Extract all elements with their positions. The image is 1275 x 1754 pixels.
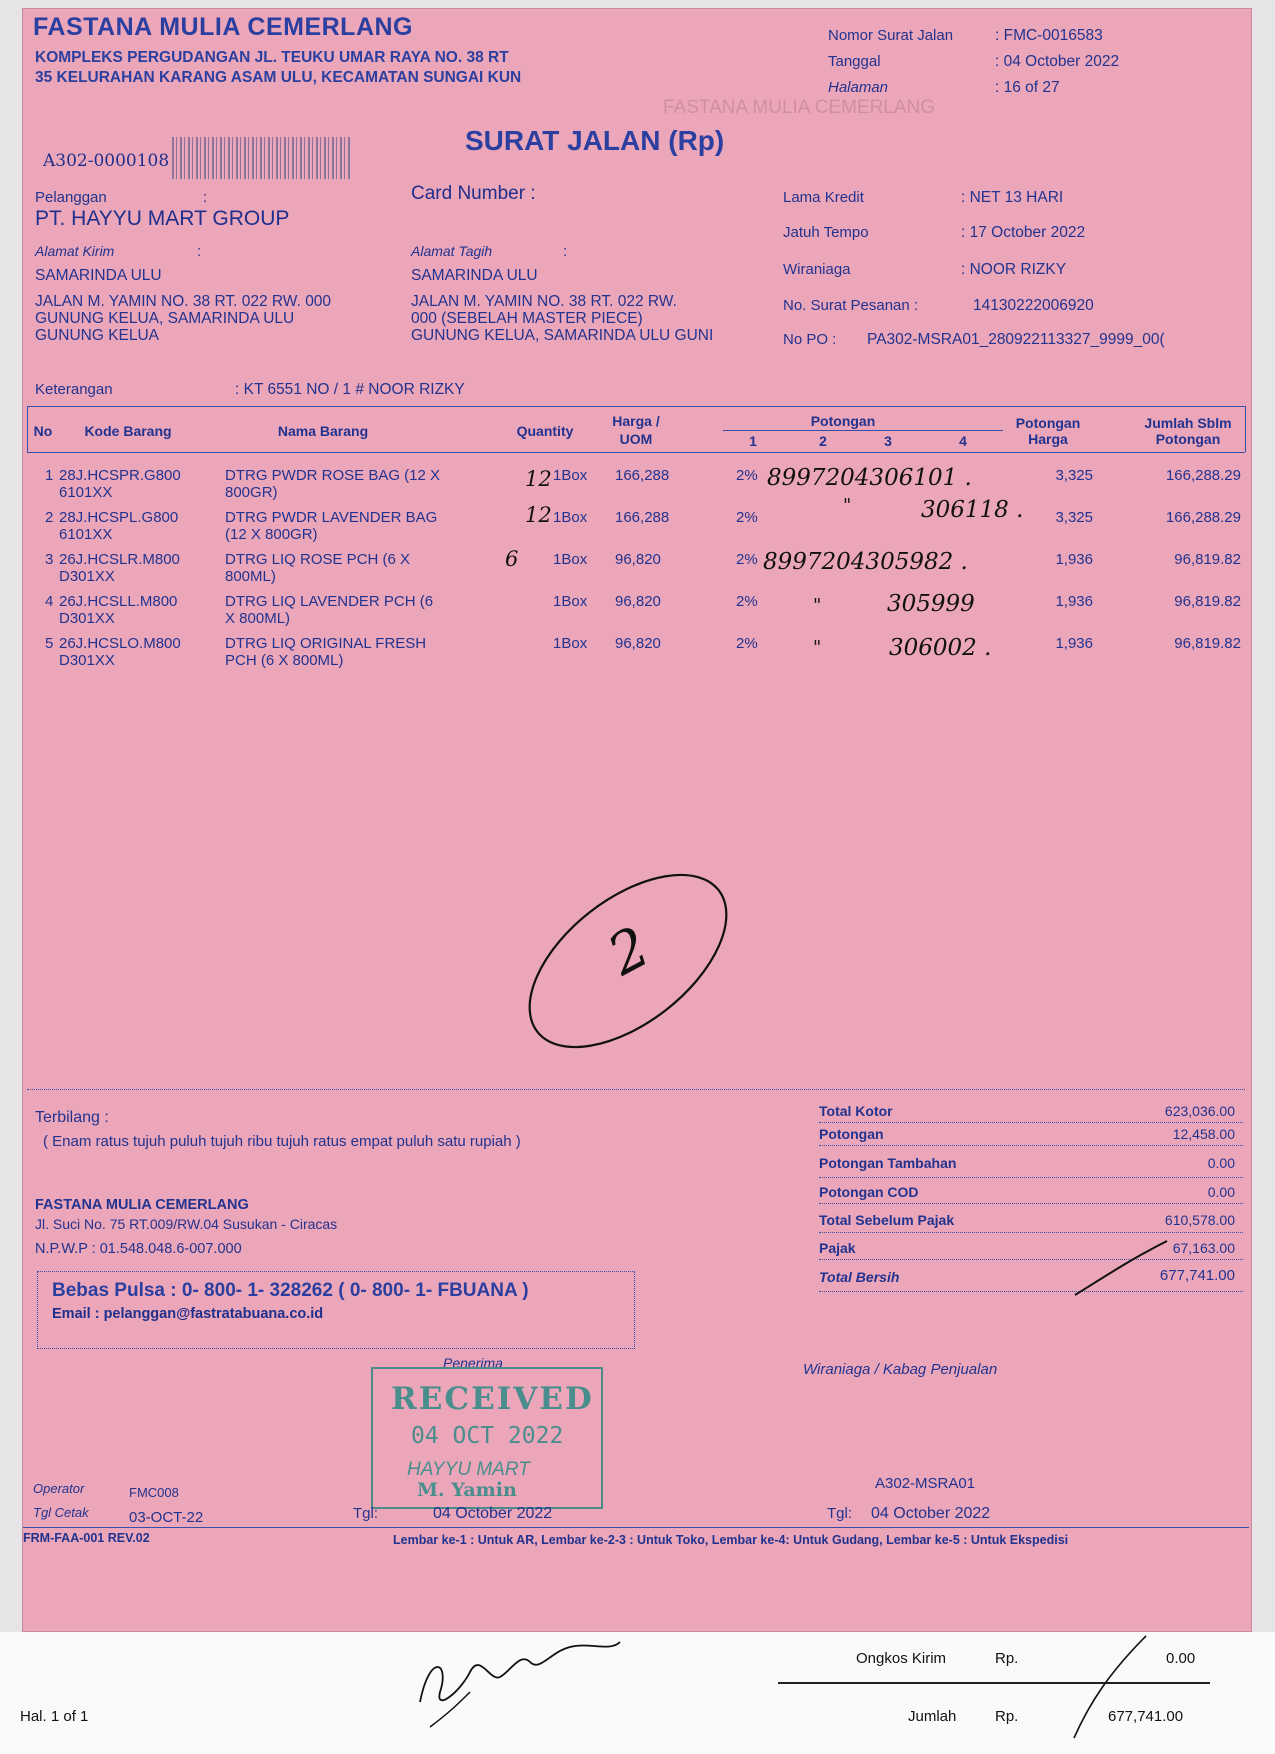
row-potongan-harga: 1,936 — [1055, 635, 1093, 652]
salesman-code: A302-MSRA01 — [875, 1475, 976, 1492]
row-kode-2: D301XX — [59, 652, 115, 669]
alamat-tagih-colon: : — [563, 243, 568, 260]
handwritten-barcode: 8997204306101 . — [767, 465, 972, 491]
row-nama: DTRG LIQ ROSE PCH (6 X — [225, 551, 411, 568]
doc-code: A302-0000108 — [43, 151, 170, 171]
kirim-line1: SAMARINDA ULU — [35, 267, 162, 284]
potongan-subheader-line — [723, 430, 1003, 431]
lama-kredit-label: Lama Kredit — [783, 189, 864, 206]
row-qty: 1Box — [553, 509, 588, 526]
no-po-label: No PO : — [783, 331, 837, 348]
potongan-cod-value: 0.00 — [1207, 1184, 1235, 1200]
halaman-label: Halaman — [828, 79, 889, 96]
row-potongan-harga: 1,936 — [1055, 551, 1093, 568]
row-kode-2: D301XX — [59, 568, 115, 585]
col-no-header: No — [33, 423, 53, 439]
row-nama: DTRG LIQ ORIGINAL FRESH — [225, 635, 427, 652]
company-address-line1: KOMPLEKS PERGUDANGAN JL. TEUKU UMAR RAYA NO. 38 RT — [35, 49, 509, 66]
halaman-value: : 16 of 27 — [995, 79, 1060, 96]
wiraniaga-label: Wiraniaga — [783, 261, 851, 278]
jatuh-tempo-label: Jatuh Tempo — [783, 224, 869, 241]
wiraniaga-kabag-label: Wiraniaga / Kabag Penjualan — [803, 1361, 998, 1378]
doc-title: SURAT JALAN (Rp) — [465, 125, 725, 156]
row-potongan: 2% — [736, 509, 758, 526]
tagih-line4: GUNUNG KELUA, SAMARINDA ULU GUNI — [411, 327, 714, 344]
col-p2-header: 2 — [819, 433, 827, 449]
ongkos-label: Ongkos Kirim — [856, 1650, 947, 1667]
footer-company-address: Jl. Suci No. 75 RT.009/RW.04 Susukan - Ciracas — [35, 1216, 338, 1232]
row-potongan: 2% — [736, 635, 758, 652]
email-line: Email : pelanggan@fastratabuana.co.id — [52, 1306, 324, 1322]
row-kode: 26J.HCSLR.M800 — [59, 551, 180, 568]
col-potongan-harga-header-1: Potongan — [1015, 415, 1081, 431]
row-nama-2: 800ML) — [225, 568, 276, 585]
alamat-kirim-label: Alamat Kirim — [35, 243, 115, 259]
row-potongan-harga: 3,325 — [1055, 509, 1093, 526]
col-uom-header: UOM — [619, 431, 653, 447]
total-bersih-value: 677,741.00 — [1159, 1267, 1235, 1284]
handwritten-signature — [410, 1632, 640, 1742]
pajak-value: 67,163.00 — [1172, 1240, 1235, 1256]
tanggal-label: Tanggal — [828, 53, 881, 70]
tgl-cetak-value: 03-OCT-22 — [129, 1509, 204, 1526]
table-right-edge — [1245, 406, 1246, 452]
no-surat-label: No. Surat Pesanan : — [783, 297, 919, 314]
handwritten-circle-mark — [503, 849, 763, 1089]
potongan-cod-label: Potongan COD — [819, 1184, 919, 1200]
row-kode-2: 6101XX — [59, 526, 113, 543]
company-name: FASTANA MULIA CEMERLANG — [33, 13, 413, 41]
row-potongan: 2% — [736, 593, 758, 610]
row-nama: DTRG LIQ LAVENDER PCH (6 — [225, 593, 434, 610]
row-harga: 166,288 — [615, 467, 670, 484]
potongan-tambahan-label: Potongan Tambahan — [819, 1155, 957, 1171]
tgl-left-label: Tgl: — [353, 1505, 379, 1522]
ghost-carbon-text: FASTANA MULIA CEMERLANG — [663, 97, 936, 118]
row-nama: DTRG PWDR ROSE BAG (12 X — [225, 467, 441, 484]
row-nama-2: X 800ML) — [225, 610, 291, 627]
received-stamp — [371, 1367, 603, 1509]
card-number-label: Card Number : — [411, 183, 536, 204]
tagih-line3: 000 (SEBELAH MASTER PIECE) — [411, 310, 643, 327]
alamat-tagih-label: Alamat Tagih — [411, 243, 493, 259]
nomor-value: : FMC-0016583 — [995, 27, 1103, 44]
bebas-pulsa: Bebas Pulsa : 0- 800- 1- 328262 ( 0- 800- 1- FBUANA ) — [52, 1280, 529, 1301]
row-kode-2: D301XX — [59, 610, 115, 627]
tgl-left-value: 04 October 2022 — [433, 1505, 553, 1522]
row-no: 5 — [45, 635, 54, 652]
tanggal-value: : 04 October 2022 — [995, 53, 1120, 70]
row-potongan: 2% — [736, 551, 758, 568]
pelanggan-name: PT. HAYYU MART GROUP — [35, 207, 290, 230]
wiraniaga-value: : NOOR RIZKY — [961, 261, 1067, 278]
tgl-cetak-label: Tgl Cetak — [33, 1505, 89, 1520]
stamp-name: HAYYU MART — [407, 1459, 530, 1480]
footer-company-name: FASTANA MULIA CEMERLANG — [35, 1197, 249, 1213]
form-code: FRM-FAA-001 REV.02 — [23, 1531, 150, 1545]
handwritten-barcode: 306002 . — [889, 635, 992, 661]
row-nama-2: PCH (6 X 800ML) — [225, 652, 344, 669]
row-potongan-harga: 1,936 — [1055, 593, 1093, 610]
stamp-date: 04 OCT 2022 — [411, 1423, 564, 1449]
nomor-label: Nomor Surat Jalan — [828, 27, 954, 44]
row-kode: 26J.HCSLO.M800 — [59, 635, 181, 652]
row-qty: 1Box — [553, 551, 588, 568]
company-address-line2: 35 KELURAHAN KARANG ASAM ULU, KECAMATAN SUNGAI KUN — [35, 69, 522, 86]
row-harga: 96,820 — [615, 635, 661, 652]
total-kotor-label: Total Kotor — [819, 1103, 893, 1119]
col-p4-header: 4 — [959, 433, 967, 449]
footer-bottom-line — [23, 1527, 1249, 1528]
row-potongan: 2% — [736, 467, 758, 484]
row-jumlah: 166,288.29 — [1165, 467, 1241, 484]
keterangan-value: : KT 6551 NO / 1 # NOOR RIZKY — [235, 381, 465, 398]
operator-value: FMC008 — [129, 1485, 179, 1500]
potongan-tambahan-value: 0.00 — [1207, 1155, 1235, 1171]
col-p3-header: 3 — [884, 433, 892, 449]
totals-box — [819, 1099, 1243, 1301]
col-potongan-header: Potongan — [810, 413, 876, 429]
terbilang-value: ( Enam ratus tujuh puluh tujuh ribu tujuh ratus empat puluh satu rupiah ) — [43, 1133, 521, 1150]
row-kode: 28J.HCSPL.G800 — [59, 509, 179, 526]
table-left-edge — [27, 406, 28, 452]
ongkos-value: 0.00 — [1166, 1650, 1196, 1667]
row-nama-2: 800GR) — [225, 484, 278, 501]
row-kode: 28J.HCSPR.G800 — [59, 467, 181, 484]
totals-divider — [819, 1177, 1243, 1178]
page-count: Hal. 1 of 1 — [20, 1708, 89, 1725]
footer-separator — [27, 1089, 1245, 1090]
total-kotor-value: 623,036.00 — [1164, 1103, 1235, 1119]
tgl-right-value: 04 October 2022 — [871, 1505, 991, 1522]
barcode — [172, 137, 352, 179]
tagih-line1: SAMARINDA ULU — [411, 267, 538, 284]
handwritten-qty: 6 — [505, 547, 519, 571]
col-jumlah-header-2: Potongan — [1155, 431, 1221, 447]
totals-divider — [819, 1145, 1243, 1146]
col-harga-header: Harga / — [612, 413, 660, 429]
row-no: 2 — [45, 509, 54, 526]
operator-label: Operator — [33, 1481, 85, 1496]
tgl-right-label: Tgl: — [827, 1505, 853, 1522]
row-potongan-harga: 3,325 — [1055, 467, 1093, 484]
jumlah-label: Jumlah — [908, 1708, 957, 1725]
row-kode-2: 6101XX — [59, 484, 113, 501]
totals-divider — [819, 1203, 1243, 1204]
table-header-bottom-line — [27, 452, 1245, 453]
stamp-title: RECEIVED — [391, 1381, 594, 1417]
ongkos-rp: Rp. — [995, 1650, 1019, 1667]
totals-divider — [819, 1259, 1243, 1260]
potongan-value: 12,458.00 — [1172, 1126, 1235, 1142]
pelanggan-colon: : — [203, 189, 208, 206]
row-qty: 1Box — [553, 635, 588, 652]
handwritten-ditto: " — [813, 637, 822, 658]
row-nama-2: (12 X 800GR) — [225, 526, 318, 543]
circled-number: 2 — [598, 914, 661, 989]
col-qty-header: Quantity — [516, 423, 574, 439]
row-no: 1 — [45, 467, 54, 484]
handwritten-qty: 12 — [525, 503, 552, 527]
footer-company-npwp: N.P.W.P : 01.548.048.6-007.000 — [35, 1241, 242, 1257]
row-nama: DTRG PWDR LAVENDER BAG — [225, 509, 438, 526]
tagih-line2: JALAN M. YAMIN NO. 38 RT. 022 RW. — [411, 293, 677, 310]
lama-kredit-value: : NET 13 HARI — [961, 189, 1064, 206]
col-kode-header: Kode Barang — [84, 423, 172, 439]
jumlah-rp: Rp. — [995, 1708, 1019, 1725]
row-harga: 166,288 — [615, 509, 670, 526]
check-mark-slash — [1071, 1239, 1171, 1299]
jumlah-value: 677,741.00 — [1108, 1708, 1184, 1725]
total-sebelum-pajak-label: Total Sebelum Pajak — [819, 1212, 955, 1228]
col-potongan-harga-header-2: Harga — [1028, 431, 1068, 447]
pajak-label: Pajak — [819, 1240, 856, 1256]
terbilang-label: Terbilang : — [35, 1109, 109, 1126]
handwritten-ditto: " — [843, 495, 852, 516]
row-kode: 26J.HCSLL.M800 — [59, 593, 178, 610]
document-sheet — [22, 8, 1252, 1632]
row-harga: 96,820 — [615, 593, 661, 610]
slash-mark — [1070, 1632, 1150, 1742]
potongan-label: Potongan — [819, 1126, 884, 1142]
col-nama-header: Nama Barang — [277, 423, 369, 439]
col-jumlah-header-1: Jumlah Sblm — [1144, 415, 1232, 431]
row-no: 4 — [45, 593, 54, 610]
handwritten-barcode: 306118 . — [921, 497, 1024, 523]
row-qty: 1Box — [553, 593, 588, 610]
row-jumlah: 96,819.82 — [1174, 635, 1241, 652]
no-surat-value: 14130222006920 — [973, 297, 1094, 314]
row-jumlah: 96,819.82 — [1174, 593, 1241, 610]
penerima-label: Penerima — [443, 1355, 503, 1371]
handwritten-qty: 12 — [525, 467, 552, 491]
table-top-line — [27, 406, 1245, 407]
row-jumlah: 96,819.82 — [1174, 551, 1241, 568]
totals-divider — [819, 1122, 1243, 1123]
kirim-line4: GUNUNG KELUA — [35, 327, 160, 344]
lembar-distribution: Lembar ke-1 : Untuk AR, Lembar ke-2-3 : Untuk Toko, Lembar ke-4: Untuk Gudang, Lembar ke-5 : Untuk Ekspedisi — [393, 1533, 1069, 1547]
pelanggan-label: Pelanggan — [35, 189, 107, 206]
alamat-kirim-colon: : — [197, 243, 202, 260]
total-sebelum-pajak-value: 610,578.00 — [1164, 1212, 1235, 1228]
row-qty: 1Box — [553, 467, 588, 484]
handwritten-barcode: 305999 — [887, 591, 975, 617]
handwritten-barcode: 8997204305982 . — [763, 549, 968, 575]
kirim-line2: JALAN M. YAMIN NO. 38 RT. 022 RW. 000 — [35, 293, 332, 310]
stamp-person: M. Yamin — [417, 1479, 517, 1501]
handwritten-ditto: " — [813, 595, 822, 616]
jatuh-tempo-value: : 17 October 2022 — [961, 224, 1086, 241]
kirim-line3: GUNUNG KELUA, SAMARINDA ULU — [35, 310, 295, 327]
total-bersih-label: Total Bersih — [819, 1269, 900, 1285]
row-jumlah: 166,288.29 — [1165, 509, 1241, 526]
totals-divider — [819, 1232, 1243, 1233]
col-p1-header: 1 — [749, 433, 757, 449]
row-no: 3 — [45, 551, 54, 568]
row-harga: 96,820 — [615, 551, 661, 568]
underlying-page-strip — [0, 1632, 1275, 1754]
no-po-value: PA302-MSRA01_280922113327_9999_00( — [867, 331, 1165, 348]
contact-box — [37, 1271, 635, 1349]
keterangan-label: Keterangan — [35, 381, 113, 398]
totals-divider — [819, 1291, 1243, 1292]
